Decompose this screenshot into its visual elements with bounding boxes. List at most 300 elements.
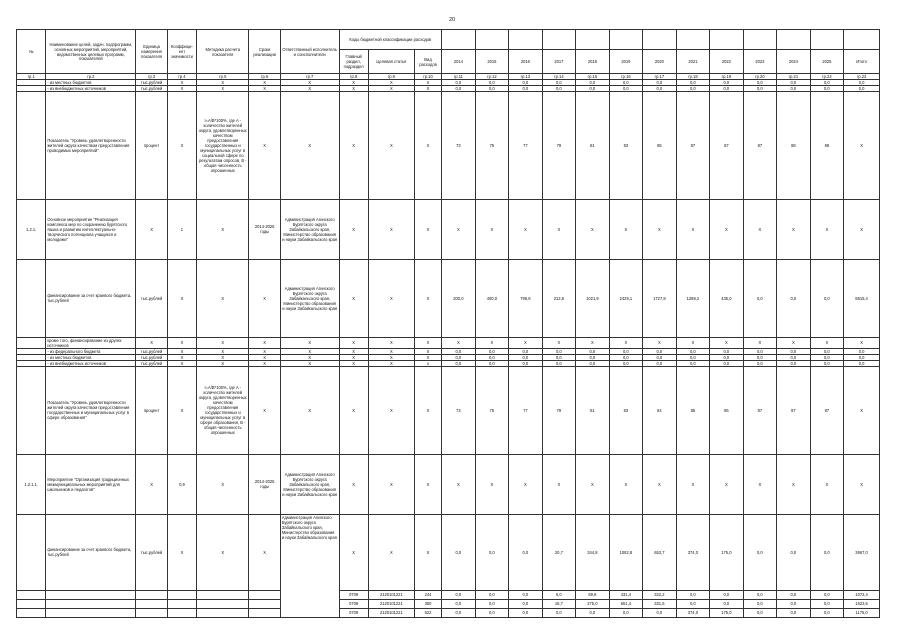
value-cell: 200,0 (442, 259, 476, 337)
x-cell: X (280, 85, 339, 91)
value-cell: 88 (777, 91, 811, 199)
value-cell: 0,0 (844, 348, 880, 354)
x-cell: X (576, 337, 610, 348)
x-cell: X (249, 79, 280, 85)
row-label: - из местных бюджетов (46, 79, 136, 85)
x-cell: X (643, 337, 677, 348)
value-cell: 77 (509, 366, 543, 454)
header-blank (475, 30, 509, 50)
target-code: 2120101221 (368, 590, 414, 599)
x-cell: X (339, 454, 368, 514)
x-cell: X (414, 199, 441, 259)
value-cell: 0,0 (676, 79, 710, 85)
value-cell: 87 (777, 366, 811, 454)
value-cell: 435,0 (710, 259, 744, 337)
value-cell: 0,0 (676, 590, 710, 599)
empty-cell (17, 259, 46, 337)
value-cell: 0,0 (475, 348, 509, 354)
x-cell: X (414, 454, 441, 514)
value-cell: 84 (643, 366, 677, 454)
table-row (17, 91, 880, 199)
value-cell: 0,0 (743, 354, 777, 360)
empty-cell (17, 91, 46, 199)
x-cell: X (249, 366, 280, 454)
value-cell: 0,0 (676, 354, 710, 360)
unit-cell: тыс.рублей (136, 259, 167, 337)
empty-cell (136, 590, 167, 599)
value-cell: 0,0 (475, 599, 509, 608)
value-cell: 0,0 (743, 360, 777, 366)
header-blank (509, 30, 543, 50)
value-cell: 0,0 (475, 514, 509, 590)
value-cell: 0,0 (475, 590, 509, 599)
value-cell: 0,0 (542, 608, 576, 617)
x-cell: X (339, 337, 368, 348)
value-cell: 175,0 (710, 514, 744, 590)
value-cell: 0,0 (609, 360, 643, 366)
empty-cell (249, 590, 280, 599)
empty-cell (167, 599, 196, 608)
unit-cell: тыс.рублей (136, 354, 167, 360)
x-cell: X (339, 79, 368, 85)
row-label: - из местных бюджетов (46, 354, 136, 360)
value-cell: 0,0 (576, 360, 610, 366)
x-cell: X (368, 79, 414, 85)
value-cell: 0,0 (509, 354, 543, 360)
value-cell: 0,0 (743, 348, 777, 354)
value-cell: 0,0 (609, 608, 643, 617)
header-year: 2015 (475, 50, 509, 74)
x-cell: X (414, 337, 441, 348)
column-number: гр.4 (167, 74, 196, 80)
value-cell: 0,0 (542, 85, 576, 91)
x-cell: X (576, 199, 610, 259)
x-cell: X (167, 259, 196, 337)
x-cell: X (249, 337, 280, 348)
value-cell: 0,0 (509, 360, 543, 366)
value-cell: 0,0 (475, 79, 509, 85)
x-cell: X (442, 454, 476, 514)
value-cell: 0,0 (542, 79, 576, 85)
header-year: 2022 (710, 50, 744, 74)
value-cell: 81 (576, 91, 610, 199)
x-cell: X (167, 366, 196, 454)
header-blank (777, 30, 811, 50)
header-name: Наименование целей, задач, подпрограмм, основных мероприятий, мероприятий, ведомственных целевых программ, показателей (46, 30, 136, 74)
x-cell: X (743, 199, 777, 259)
column-number: гр.12 (475, 74, 509, 80)
value-cell: 0,0 (743, 79, 777, 85)
x-cell: X (368, 91, 414, 199)
value-cell: 0,0 (676, 599, 710, 608)
empty-cell (17, 366, 46, 454)
x-cell: X (197, 454, 249, 514)
value-cell: 86 (710, 366, 744, 454)
value-cell: 0,0 (442, 360, 476, 366)
empty-cell (17, 608, 46, 617)
value-cell: 75 (475, 91, 509, 199)
value-cell: 1021,9 (576, 259, 610, 337)
value-cell: 175,0 (710, 608, 744, 617)
value-cell: 0,0 (710, 599, 744, 608)
value-cell: 79 (542, 91, 576, 199)
header-blank (643, 30, 677, 50)
indicator-name: Показатель "Уровень удовлетворенности жителей округа качеством предоставления государственных и муниципальных услуг в сфере образования" (46, 366, 136, 454)
x-cell: X (280, 354, 339, 360)
x-cell: X (844, 454, 880, 514)
x-cell: X (777, 337, 811, 348)
value-cell: 81 (576, 366, 610, 454)
value-cell: 0,0 (777, 608, 811, 617)
column-number: гр.17 (643, 74, 677, 80)
value-cell: 1082,8 (609, 514, 643, 590)
header-year: 2021 (676, 50, 710, 74)
x-cell: X (414, 354, 441, 360)
activity-name: Мероприятие "Организация традиционных межмуниципальных мероприятий для школьников и педагогов" (46, 454, 136, 514)
x-cell: X (280, 91, 339, 199)
value-cell: 0,0 (810, 599, 844, 608)
value-cell: 431,4 (609, 590, 643, 599)
value-cell: 0,0 (509, 608, 543, 617)
value-cell: 0,0 (676, 348, 710, 354)
header-blank (710, 30, 744, 50)
value-cell: 83 (609, 366, 643, 454)
value-cell: 0,0 (576, 348, 610, 354)
value-cell: 0,0 (777, 360, 811, 366)
indicator-name: Показатель "Уровень удовлетворенности жителей округа качеством предоставления проводимых мероприятий" (46, 91, 136, 199)
header-blank (844, 30, 880, 50)
x-cell: X (368, 348, 414, 354)
x-cell: X (414, 91, 441, 199)
unit-cell: тыс.рублей (136, 79, 167, 85)
value-cell: 0,0 (442, 348, 476, 354)
expense-type: 350 (414, 599, 441, 608)
value-cell: 0,0 (810, 360, 844, 366)
value-cell: 0,0 (810, 79, 844, 85)
unit-cell: тыс.рублей (136, 360, 167, 366)
x-cell: X (197, 85, 249, 91)
header-blank (576, 30, 610, 50)
x-cell: X (368, 337, 414, 348)
x-cell: X (280, 360, 339, 366)
value-cell: 374,0 (676, 608, 710, 617)
value-cell: 0,0 (509, 348, 543, 354)
total-cell: 1623,6 (844, 599, 880, 608)
value-cell: 83 (609, 91, 643, 199)
x-cell: X (442, 337, 476, 348)
header-section: Главный раздел, подраздел (339, 50, 368, 74)
page-number: 20 (448, 17, 456, 23)
value-cell: 0,0 (710, 354, 744, 360)
empty-cell (197, 599, 249, 608)
section-code: 0709 (339, 608, 368, 617)
value-cell: 5,0 (542, 590, 576, 599)
x-cell: X (509, 454, 543, 514)
x-cell: X (167, 91, 196, 199)
executor-cell: Администрация Агинского Бурятского округа Забайкальского края, Министерство образования и науки Забайкальского края (280, 454, 339, 514)
x-cell: X (249, 348, 280, 354)
x-cell: X (249, 354, 280, 360)
value-cell: 0,0 (844, 354, 880, 360)
value-cell: 0,0 (509, 590, 543, 599)
header-year: 2016 (509, 50, 543, 74)
value-cell: 15,7 (542, 599, 576, 608)
value-cell: 0,0 (777, 599, 811, 608)
x-cell: X (844, 91, 880, 199)
x-cell: X (844, 366, 880, 454)
x-cell: X (810, 454, 844, 514)
column-number: гр.23 (844, 74, 880, 80)
value-cell: 73 (442, 366, 476, 454)
empty-cell (46, 608, 136, 617)
column-number: гр.21 (777, 74, 811, 80)
value-cell: 0,0 (844, 85, 880, 91)
value-cell: 0,0 (542, 348, 576, 354)
x-cell: X (643, 199, 677, 259)
x-cell: X (368, 199, 414, 259)
x-cell: X (339, 85, 368, 91)
value-cell: 799,9 (509, 259, 543, 337)
column-number: гр.19 (710, 74, 744, 80)
value-cell: 0,0 (442, 354, 476, 360)
value-cell: 322,2 (643, 590, 677, 599)
table-row (17, 454, 880, 514)
empty-cell (17, 599, 46, 608)
column-number: гр.18 (676, 74, 710, 80)
value-cell: 0,0 (643, 608, 677, 617)
value-cell: 0,0 (442, 590, 476, 599)
x-cell: X (197, 360, 249, 366)
row-number: 1.2.1.1. (17, 454, 46, 514)
total-cell: 3667,0 (844, 514, 880, 590)
header-year: 2025 (810, 50, 844, 74)
x-cell: X (339, 354, 368, 360)
column-number: гр.16 (609, 74, 643, 80)
x-cell: X (339, 259, 368, 337)
value-cell: 0,0 (710, 360, 744, 366)
value-cell: 0,0 (743, 259, 777, 337)
method-cell: I=A/B*100%, где A - количество жителей округа, удовлетворенных качеством предоставления государственных и муниципальных услуг в сфере образования, B - общая численность опрошенных (197, 366, 249, 454)
empty-cell (249, 599, 280, 608)
x-cell: X (777, 199, 811, 259)
x-cell: X (609, 199, 643, 259)
x-cell: X (368, 259, 414, 337)
x-cell: X (280, 337, 339, 348)
x-cell: X (414, 366, 441, 454)
value-cell: 0,0 (810, 259, 844, 337)
terms-cell: 2014-2025 годы (249, 199, 280, 259)
x-cell: X (368, 354, 414, 360)
value-cell: 0,0 (810, 354, 844, 360)
value-cell: 87 (710, 91, 744, 199)
value-cell: 651,4 (609, 599, 643, 608)
x-cell: X (249, 259, 280, 337)
x-cell: X (368, 85, 414, 91)
empty-cell (197, 608, 249, 617)
header-blank (442, 30, 476, 50)
value-cell: 0,0 (509, 514, 543, 590)
value-cell: 87 (676, 91, 710, 199)
header-year: 2020 (643, 50, 677, 74)
value-cell: 0,0 (643, 360, 677, 366)
header-exptype: Вид расходов (414, 50, 441, 74)
row-label: кроме того, финансирование из других источников (46, 337, 136, 348)
x-cell: X (339, 199, 368, 259)
unit-cell: тыс.рублей (136, 348, 167, 354)
value-cell: 0,0 (777, 79, 811, 85)
x-cell: X (777, 454, 811, 514)
x-cell: X (197, 337, 249, 348)
value-cell: 0,0 (475, 360, 509, 366)
expense-type: 244 (414, 590, 441, 599)
row-label: - из федерального бюджета (46, 348, 136, 354)
table-row (17, 366, 880, 454)
column-number: гр.13 (509, 74, 543, 80)
value-cell: 0,0 (576, 354, 610, 360)
unit-cell: процент (136, 91, 167, 199)
header-blank (542, 30, 576, 50)
x-cell: X (509, 337, 543, 348)
value-cell: 0,0 (542, 354, 576, 360)
value-cell: 75 (475, 366, 509, 454)
value-cell: 69,8 (576, 590, 610, 599)
x-cell: X (368, 514, 414, 590)
value-cell: 0,0 (777, 590, 811, 599)
x-cell: X (414, 348, 441, 354)
column-number: гр.14 (542, 74, 576, 80)
value-cell: 0,0 (743, 608, 777, 617)
x-cell: X (710, 454, 744, 514)
column-number: гр.10 (414, 74, 441, 80)
column-number: гр.5 (197, 74, 249, 80)
x-cell: X (167, 360, 196, 366)
header-year: 2017 (542, 50, 576, 74)
x-cell: X (167, 514, 196, 590)
header-no: № (17, 30, 46, 74)
value-cell: 85 (676, 366, 710, 454)
section-code: 0709 (339, 590, 368, 599)
value-cell: 0,0 (810, 514, 844, 590)
value-cell: 374,0 (676, 514, 710, 590)
x-cell: X (167, 354, 196, 360)
x-cell: X (368, 360, 414, 366)
table-row (17, 590, 880, 599)
x-cell: X (442, 199, 476, 259)
value-cell: 0,0 (475, 354, 509, 360)
header-unit: Единица измерения показателя (136, 30, 167, 74)
column-number: гр.15 (576, 74, 610, 80)
value-cell: 79 (542, 366, 576, 454)
value-cell: 0,0 (810, 608, 844, 617)
executor-cell: Администрация Агинского Бурятского округа Забайкальского края, Министерство образования и науки Забайкальского края (280, 199, 339, 259)
header-year: 2024 (777, 50, 811, 74)
unit-cell: процент (136, 366, 167, 454)
column-number: гр.7 (280, 74, 339, 80)
header-coef: Коэффици-ент значимости (167, 30, 196, 74)
header-year: 2019 (609, 50, 643, 74)
value-cell: 0,0 (810, 85, 844, 91)
row-label: финансирование за счет краевого бюджета, тыс.рублей (46, 259, 136, 337)
value-cell: 0,0 (743, 514, 777, 590)
value-cell: 20,7 (542, 514, 576, 590)
x-cell: X (368, 454, 414, 514)
value-cell: 0,0 (576, 85, 610, 91)
header-executors: Ответственный исполнитель и соисполнители (280, 30, 339, 74)
activity-name: Основное мероприятие "Реализация комплекса мер по сохранению бурятского языка и развитию интеллектуально-творческого потенциала учащихся и молодежи" (46, 199, 136, 259)
budget-table (16, 29, 880, 618)
executor-cell: Администрация Агинского Бурятского округа Забайкальского края, Министерство образования и науки Забайкальского края (280, 259, 339, 337)
x-cell: X (197, 348, 249, 354)
x-cell: X (197, 199, 249, 259)
target-code: 2120101221 (368, 608, 414, 617)
header-blank (810, 30, 844, 50)
x-cell: X (197, 514, 249, 590)
x-cell: X (339, 348, 368, 354)
x-cell: X (136, 199, 167, 259)
value-cell: 653,7 (643, 514, 677, 590)
x-cell: X (810, 337, 844, 348)
value-cell: 0,0 (442, 85, 476, 91)
x-cell: X (609, 454, 643, 514)
empty-cell (46, 590, 136, 599)
empty-cell (17, 514, 46, 590)
value-cell: 0,0 (777, 85, 811, 91)
value-cell: 0,0 (676, 85, 710, 91)
header-codes: Коды бюджетной классификации расходов (339, 30, 442, 50)
x-cell: X (414, 259, 441, 337)
value-cell: 0,0 (542, 360, 576, 366)
x-cell: X (167, 85, 196, 91)
table-row (17, 514, 880, 590)
total-cell: 1175,0 (844, 608, 880, 617)
coef-cell: 0,9 (167, 454, 196, 514)
x-cell: X (167, 337, 196, 348)
x-cell: X (249, 360, 280, 366)
value-cell: 0,0 (810, 590, 844, 599)
value-cell: 87 (810, 366, 844, 454)
table-row (17, 608, 880, 617)
terms-cell: 2014-2025 годы (249, 454, 280, 514)
value-cell: 0,0 (475, 608, 509, 617)
x-cell: X (542, 337, 576, 348)
table-row (17, 259, 880, 337)
value-cell: 0,0 (710, 590, 744, 599)
empty-cell (136, 599, 167, 608)
x-cell: X (844, 337, 880, 348)
header-blank (743, 30, 777, 50)
value-cell: 0,0 (777, 514, 811, 590)
value-cell: 0,0 (710, 348, 744, 354)
column-number: гр.1 (17, 74, 46, 80)
x-cell: X (414, 79, 441, 85)
x-cell: X (339, 514, 368, 590)
x-cell: X (676, 454, 710, 514)
column-number: гр.2 (46, 74, 136, 80)
value-cell: 0,0 (609, 348, 643, 354)
header-terms: Сроки реализации (249, 30, 280, 74)
x-cell: X (167, 348, 196, 354)
header-year: 2014 (442, 50, 476, 74)
x-cell: X (414, 514, 441, 590)
x-cell: X (339, 360, 368, 366)
column-number: гр.22 (810, 74, 844, 80)
column-number: гр.3 (136, 74, 167, 80)
x-cell: X (249, 514, 280, 590)
x-cell: X (280, 366, 339, 454)
section-code: 0709 (339, 599, 368, 608)
x-cell: X (339, 366, 368, 454)
header-year: 2023 (743, 50, 777, 74)
